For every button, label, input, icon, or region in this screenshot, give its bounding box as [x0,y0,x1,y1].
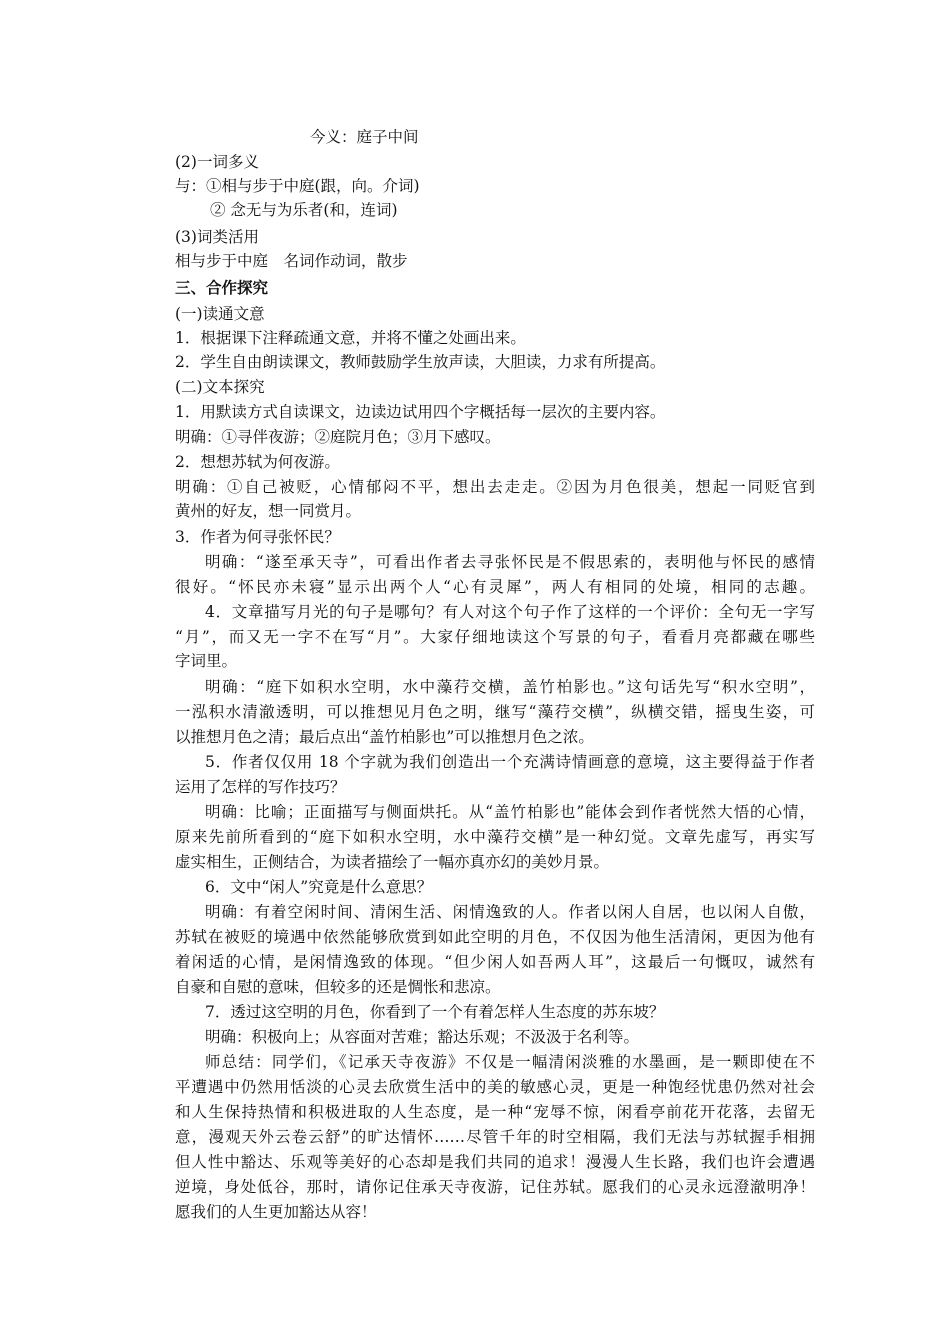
teacher-summary-line: 意，漫观天外云卷云舒”的旷达情怀……尽管千年的时空相隔，我们无法与苏轼握手相拥 [175,1128,815,1146]
answer-6-line: 着闲适的心情，是闲情逸致的体现。“但少闲人如吾两人耳”，这最后一句慨叹，诚然有 [175,953,815,971]
answer-5-line: 明确：比喻；正面描写与侧面烘托。从“盖竹柏影也”能体会到作者恍然大悟的心情， [205,803,815,821]
answer-6-line: 自豪和自慰的意味，但较多的还是惆怅和悲凉。 [175,978,501,996]
answer-4-line: 一泓积水清澈透明，可以推想见月色之明，继写“藻荇交横”，纵横交错，摇曳生姿，可 [175,703,815,721]
question-1: 1．用默读方式自读课文，边读边试用四个字概括每一层次的主要内容。 [175,403,666,421]
answer-3-line: 明确：“遂至承天寺”，可看出作者去寻张怀民是不假思索的，表明他与怀民的感情 [205,553,815,571]
paragraph-line: 2．学生自由朗读课文，教师鼓励学生放声读，大胆读，力求有所提高。 [175,353,666,371]
polysemy-item-1: 与：①相与步于中庭(跟，向。介词) [175,177,420,195]
section-heading-polysemy: (2)一词多义 [175,153,259,171]
answer-4-line: 明确：“庭下如积水空明，水中藻荇交横，盖竹柏影也。”这句话先写“积水空明”， [205,678,815,696]
subheading-read-through: (一)读通文意 [175,305,265,323]
subheading-text-inquiry: (二)文本探究 [175,378,265,396]
word-class-item: 相与步于中庭 名词作动词，散步 [175,252,408,270]
section-heading-word-class: (3)词类活用 [175,228,259,246]
question-4-line: 字词里。 [175,652,238,670]
answer-7: 明确：积极向上；从容面对苦难；豁达乐观；不汲汲于名利等。 [205,1028,640,1046]
teacher-summary-line: 平遭遇中仍然用恬淡的心灵去欣赏生活中的美的敏感心灵，更是一种饱经忧患仍然对社会 [175,1078,815,1096]
teacher-summary-line: 愿我们的人生更加豁达从容！ [175,1203,377,1221]
answer-1: 明确：①寻伴夜游；②庭院月色；③月下感叹。 [175,428,501,446]
question-4-line: “月”，而又无一字不在写“月”。大家仔细地读这个写景的句子，看看月亮都藏在哪些 [175,628,815,646]
question-5-line: 5．作者仅仅用 18 个字就为我们创造出一个充满诗情画意的意境，这主要得益于作者 [205,753,815,771]
question-6: 6．文中“闲人”究竟是什么意思？ [205,878,433,896]
question-5-line: 运用了怎样的写作技巧？ [175,778,346,796]
question-3: 3．作者为何寻张怀民？ [175,528,340,546]
answer-2-line: 明确：①自己被贬，心情郁闷不平，想出去走走。②因为月色很美，想起一同贬官到 [175,478,815,496]
answer-6-line: 苏轼在被贬的境遇中依然能够欣赏到如此空明的月色，不仅因为他生活清闲，更因为他有 [175,928,815,946]
answer-5-line: 原来先前所看到的“庭下如积水空明，水中藻荇交横”是一种幻觉。文章先虚写，再实写 [175,828,815,846]
teacher-summary-line: 逆境，身处低谷，那时，请你记住承天寺夜游，记住苏轼。愿我们的心灵永远澄澈明净！ [175,1178,815,1196]
answer-2-line: 黄州的好友，想一同赏月。 [175,502,362,520]
question-2: 2．想想苏轼为何夜游。 [175,453,340,471]
teacher-summary-line: 但人性中豁达、乐观等美好的心态却是我们共同的追求！漫漫人生长路，我们也许会遭遇 [175,1153,815,1171]
teacher-summary-line: 和人生保持热情和积极进取的人生态度，是一种“宠辱不惊，闲看亭前花开花落，去留无 [175,1103,815,1121]
gloss-modern-meaning: 今义：庭子中间 [310,128,419,146]
paragraph-line: 1．根据课下注释疏通文意，并将不懂之处画出来。 [175,329,526,347]
polysemy-item-2: ② 念无与为乐者(和，连词) [210,201,398,219]
question-4-line: 4．文章描写月光的句子是哪句？有人对这个句子作了这样的一个评价：全句无一字写 [205,603,815,621]
answer-3-line: 很好。“怀民亦未寝”显示出两个人“心有灵犀”，两人有相同的处境，相同的志趣。 [175,578,815,596]
answer-4-line: 以推想月色之清；最后点出“盖竹柏影也”可以推想月色之浓。 [175,728,594,746]
section-heading-cooperative-inquiry: 三、合作探究 [175,278,269,297]
question-7: 7．透过这空明的月色，你看到了一个有着怎样人生态度的苏东坡？ [205,1003,665,1021]
answer-6-line: 明确：有着空闲时间、清闲生活、闲情逸致的人。作者以闲人自居，也以闲人自傲， [205,903,815,921]
answer-5-line: 虚实相生，正侧结合，为读者描绘了一幅亦真亦幻的美妙月景。 [175,853,610,871]
teacher-summary-line: 师总结：同学们，《记承天寺夜游》不仅是一幅清闲淡雅的水墨画，是一颗即使在不 [205,1053,815,1071]
